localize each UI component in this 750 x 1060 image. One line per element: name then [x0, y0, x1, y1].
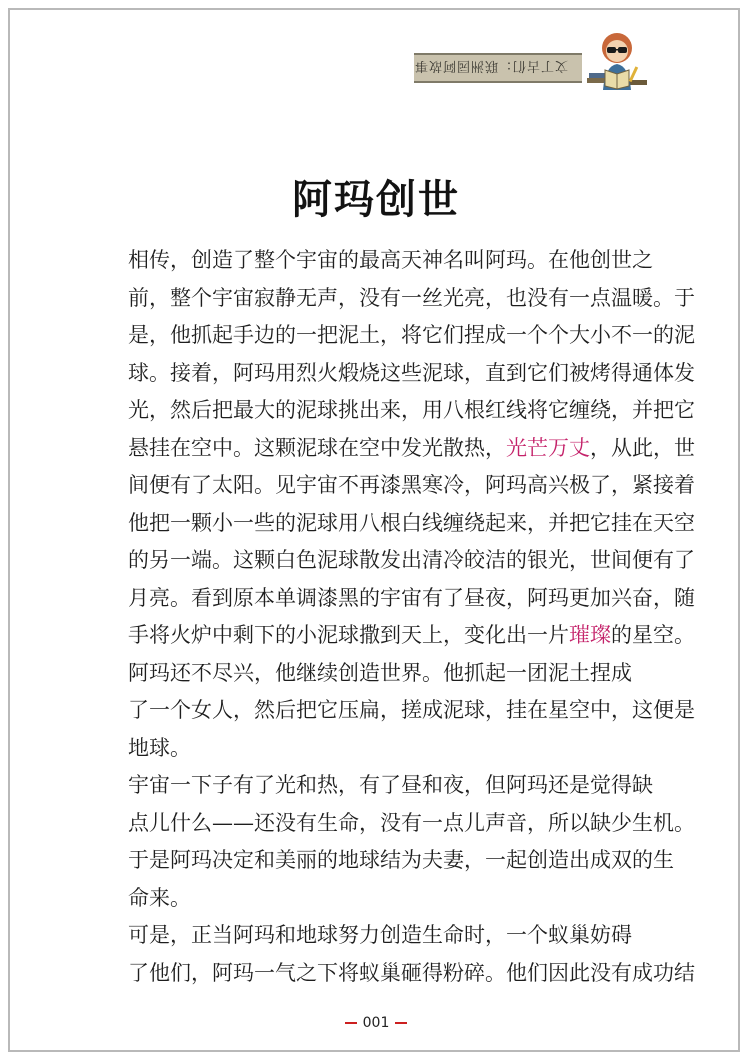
- text-line: [86, 730, 652, 768]
- page-number-value: 001: [362, 1015, 390, 1031]
- text-segment: ，从此，世: [590, 435, 695, 460]
- text-segment: 点儿什么——还没有生命，没有一点儿声音，所以缺少生机。: [128, 810, 695, 835]
- book-page: [8, 8, 740, 1052]
- page-number: [10, 1015, 742, 1031]
- page-number-dash-right: [395, 1022, 407, 1024]
- running-header-text: 文丁古们：联洲园阿故事: [413, 58, 568, 73]
- text-line: [86, 955, 695, 993]
- page-title: 阿玛创世: [292, 176, 460, 223]
- text-segment: 于是阿玛决定和美丽的地球结为夫妻，一起创造出成双的生: [128, 848, 674, 872]
- text-segment: 相传，创造了整个宇宙的最高天神名叫阿玛。在他创世之: [128, 248, 653, 272]
- running-header: [414, 53, 582, 83]
- text-segment: 了他们，阿玛一气之下将蚁巢砸得粉碎。他们因此没有成功结: [128, 960, 695, 985]
- text-line: [86, 580, 695, 618]
- text-segment: 的另一端。这颗白色泥球散发出清冷皎洁的银光，世间便有了: [128, 548, 695, 572]
- paragraph: [86, 767, 695, 917]
- text-segment: 悬挂在空中。这颗泥球在空中发光散热，: [128, 435, 506, 460]
- text-segment: 阿玛还不尽兴，他继续创造世界。他抓起一团泥土捏成: [128, 660, 632, 685]
- highlighted-term: 光芒万丈: [506, 435, 590, 460]
- paragraph: [86, 242, 695, 655]
- text-line: [86, 917, 652, 955]
- text-line: [86, 880, 652, 918]
- text-segment: 手将火炉中剩下的小泥球撒到天上，变化出一片: [128, 623, 569, 647]
- text-segment: 他把一颗小一些的泥球用八根白线缠绕起来，并把它挂在天空: [128, 510, 695, 535]
- text-line: [86, 617, 695, 655]
- text-line: [86, 467, 695, 505]
- text-segment: 可是，正当阿玛和地球努力创造生命时，一个蚁巢妨碍: [128, 923, 632, 947]
- text-line: [86, 355, 695, 393]
- text-line: [86, 805, 695, 843]
- text-line: [86, 542, 695, 580]
- text-segment: 光，然后把最大的泥球挑出来，用八根红线将它缠绕，并把它: [128, 398, 695, 422]
- text-line: [86, 242, 652, 280]
- text-line: [86, 842, 674, 880]
- text-segment: 月亮。看到原本单调漆黑的宇宙有了昼夜，阿玛更加兴奋，随: [128, 585, 695, 610]
- article-body: [86, 242, 695, 992]
- reading-kid-icon: [585, 28, 649, 92]
- text-line: [86, 505, 695, 543]
- text-segment: 间便有了太阳。见宇宙不再漆黑寒冷，阿玛高兴极了，紧接着: [128, 473, 695, 497]
- text-line: [86, 392, 695, 430]
- text-segment: 了一个女人，然后把它压扁，搓成泥球，挂在星空中，这便是: [128, 698, 695, 722]
- highlighted-term: 璀璨: [569, 623, 611, 647]
- text-line: [86, 280, 695, 318]
- text-line: [86, 655, 652, 693]
- text-segment: 的星空。: [611, 623, 695, 647]
- text-segment: 是，他抓起手边的一把泥土，将它们捏成一个个大小不一的泥: [128, 323, 695, 347]
- paragraph: [86, 655, 695, 768]
- text-line: [86, 430, 695, 468]
- text-line: [86, 692, 695, 730]
- paragraph: [86, 917, 695, 992]
- text-line: [86, 767, 652, 805]
- text-segment: 地球。: [128, 735, 191, 760]
- text-segment: 命来。: [128, 885, 191, 910]
- text-line: [86, 317, 695, 355]
- text-segment: 球。接着，阿玛用烈火煅烧这些泥球，直到它们被烤得通体发: [128, 360, 695, 385]
- text-segment: 前，整个宇宙寂静无声，没有一丝光亮，也没有一点温暖。于: [128, 285, 695, 310]
- page-number-dash-left: [345, 1022, 357, 1024]
- text-segment: 宇宙一下子有了光和热，有了昼和夜，但阿玛还是觉得缺: [128, 773, 653, 797]
